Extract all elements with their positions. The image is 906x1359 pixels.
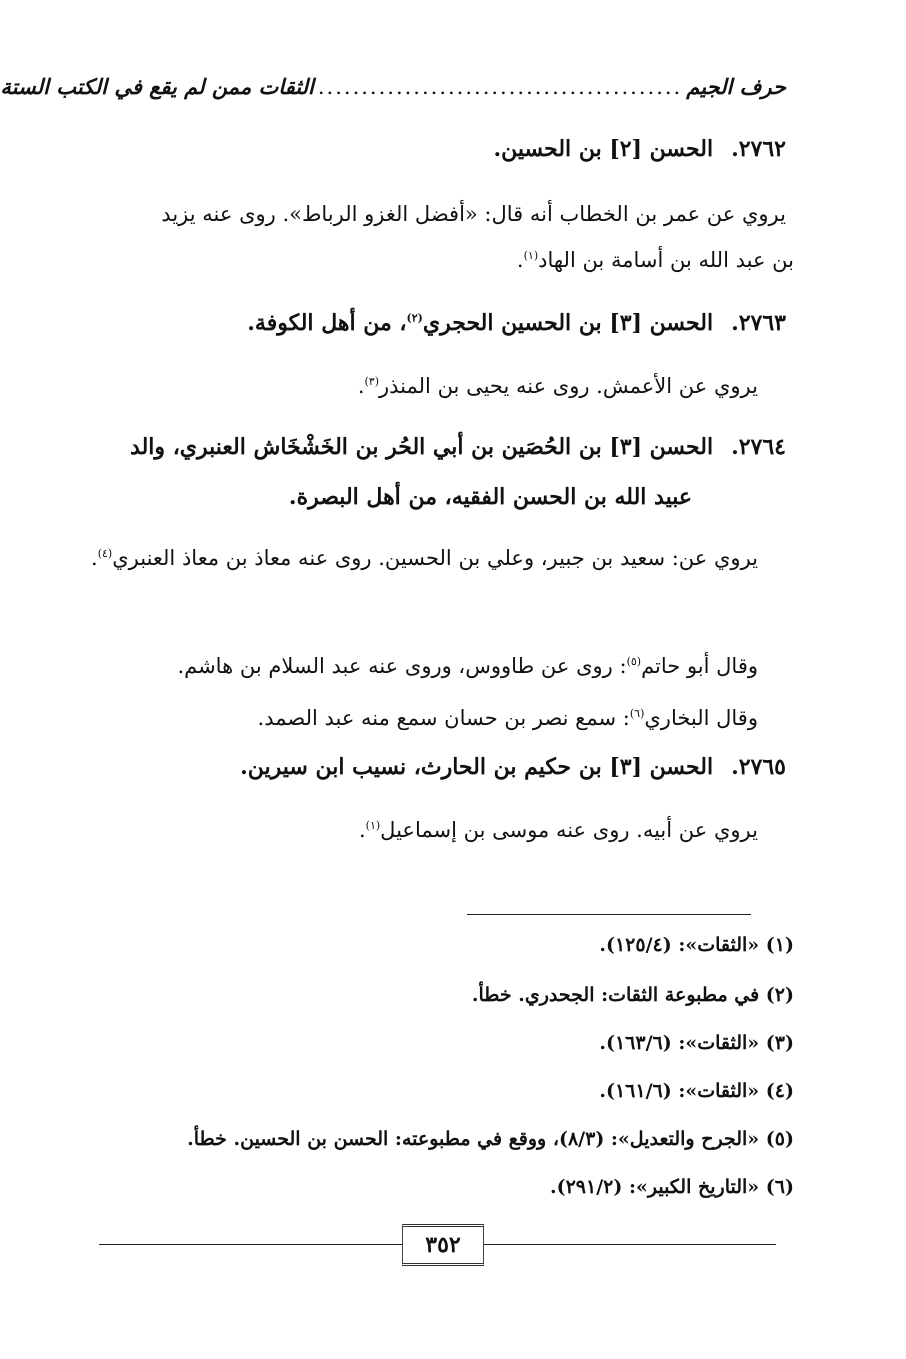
entry-number: ٢٧٦٥. xyxy=(731,754,786,780)
bottom-rule-right xyxy=(484,1244,776,1245)
entry-2764-heading-line-2: عبيد الله بن الحسن الفقيه، من أهل البصرة. xyxy=(288,484,692,510)
text-segment: وقال أبو حاتم xyxy=(641,654,758,678)
footnote-marker: (٢) xyxy=(406,311,423,325)
bottom-rule-left xyxy=(99,1244,402,1245)
text-segment: . xyxy=(91,546,98,570)
entry-2764-abu-hatim-line xyxy=(177,654,758,678)
footnote-2: (٢) في مطبوعة الثقات: الجحدري. خطأ. xyxy=(471,984,794,1006)
footnote-6: (٦) «التاريخ الكبير»: (٢٩١/٢). xyxy=(549,1176,794,1198)
entry-name: الحسن [٢] بن الحسين. xyxy=(493,136,714,162)
entry-2763-text-line-1 xyxy=(358,374,758,398)
footnote-marker: (٣) xyxy=(364,375,380,388)
entry-2764-heading xyxy=(130,434,786,460)
header-leader-dots: .......................................... xyxy=(317,75,683,99)
entry-2765-heading xyxy=(240,754,786,780)
entry-name: الحسن [٣] بن الحُصَين بن أبي الحُر بن الخَشْخَاش العنبري، والد xyxy=(130,434,714,460)
footnote-5: (٥) «الجرح والتعديل»: (٨/٣)، ووقع في مطبوعته: الحسن بن الحسين. خطأ. xyxy=(187,1128,794,1150)
footnote-marker: (٤) xyxy=(97,547,113,560)
entry-2763-heading xyxy=(247,310,786,336)
entry-name-end: ، من أهل الكوفة. xyxy=(247,310,407,336)
footnote-3: (٣) «الثقات»: (١٦٣/٦). xyxy=(599,1032,794,1054)
text-segment: : سمع نصر بن حسان سمع منه عبد الصمد. xyxy=(257,706,630,730)
page-number: ٣٥٢ xyxy=(402,1224,484,1266)
entry-number: ٢٧٦٣. xyxy=(731,310,786,336)
footnote-marker: (١) xyxy=(523,249,539,262)
header-book-title: الثقات ممن لم يقع في الكتب الستة xyxy=(0,74,314,99)
header-chapter-title: حرف الجيم xyxy=(686,74,786,99)
entry-number: ٢٧٦٢. xyxy=(731,136,786,162)
text-segment: يروي عن: سعيد بن جبير، وعلي بن الحسين. روى عنه معاذ بن معاذ العنبري xyxy=(112,546,758,570)
footnote-marker: (١) xyxy=(365,819,381,832)
text-segment: يروي عن أبيه. روى عنه موسى بن إسماعيل xyxy=(380,818,758,842)
text-segment: : روى عن طاووس، وروى عنه عبد السلام بن هاشم. xyxy=(177,654,627,678)
footnote-marker: (٥) xyxy=(626,655,642,668)
text-segment: بن عبد الله بن أسامة بن الهاد xyxy=(538,248,794,272)
running-header xyxy=(0,74,786,99)
footnote-separator xyxy=(467,914,751,915)
entry-2764-bukhari-line xyxy=(258,706,758,730)
entry-2762-heading xyxy=(493,136,786,162)
entry-name: الحسن [٣] بن حكيم بن الحارث، نسيب ابن سيرين. xyxy=(240,754,714,780)
footnote-marker: (٦) xyxy=(629,707,645,720)
footnote-1: (١) «الثقات»: (١٢٥/٤). xyxy=(599,934,794,956)
text-segment: . xyxy=(357,374,365,398)
entry-number: ٢٧٦٤. xyxy=(731,434,786,460)
text-segment: . xyxy=(516,248,524,272)
footnote-4: (٤) «الثقات»: (١٦١/٦). xyxy=(599,1080,794,1102)
text-segment: يروي عن الأعمش. روى عنه يحيى بن المنذر xyxy=(379,374,758,398)
text-segment: . xyxy=(358,818,366,842)
entry-2762-text-line-1: يروي عن عمر بن الخطاب أنه قال: «أفضل الغزو الرباط». روى عنه يزيد xyxy=(161,202,786,226)
entry-2764-text-line-1 xyxy=(91,546,758,570)
text-segment: وقال البخاري xyxy=(644,706,758,730)
entry-2765-text-line-1 xyxy=(359,818,758,842)
entry-name: الحسن [٣] بن الحسين الحجري xyxy=(422,310,714,336)
entry-2762-text-line-2 xyxy=(517,248,794,272)
